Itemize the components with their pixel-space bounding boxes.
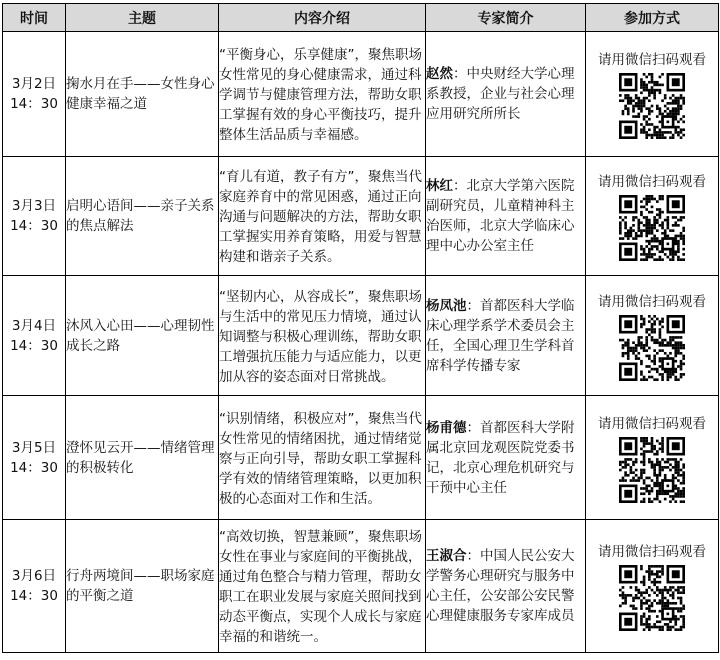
content-text: “平衡身心，乐享健康”，聚焦职场女性常见的身心健康需求，通过科学调节与健康管理方法，帮助女职工掌握有效的身心平衡技巧，提升整体生活品质与幸福感。 [219, 47, 422, 143]
expert-desc: ：首都医科大学附属北京回龙观医院党委书记，北京心理危机研究与干预中心主任 [426, 419, 575, 496]
session-content [219, 157, 426, 276]
session-time [3, 276, 66, 396]
table-row [3, 32, 719, 157]
session-join [586, 396, 719, 520]
session-time [3, 157, 66, 276]
expert-name: 赵然 [426, 66, 453, 82]
qr-code-icon[interactable] [619, 195, 685, 261]
join-label: 请用微信扫码观看 [598, 544, 706, 560]
session-expert [426, 32, 586, 157]
session-join [586, 157, 719, 276]
session-clock: 14：30 [10, 96, 58, 112]
header-row [3, 4, 719, 32]
expert-desc: ：中央财经大学心理系教授，企业与社会心理应用研究所所长 [426, 66, 575, 122]
join-label: 请用微信扫码观看 [598, 174, 706, 190]
session-date: 3月6日 [11, 568, 57, 584]
qr-code-icon[interactable] [619, 315, 685, 381]
header-content: 内容介绍 [219, 4, 426, 32]
table-row [3, 157, 719, 276]
header-topic: 主题 [66, 4, 219, 32]
table-row [3, 396, 719, 520]
expert-name: 杨凤池 [426, 297, 467, 314]
session-date: 3月2日 [11, 76, 57, 92]
table-row [3, 276, 719, 396]
qr-code-icon[interactable] [619, 73, 685, 139]
join-label: 请用微信扫码观看 [598, 52, 706, 68]
session-clock: 14：30 [10, 459, 58, 476]
session-time [3, 520, 66, 653]
session-topic: 掬水月在手——女性身心健康幸福之道 [66, 32, 219, 157]
qr-code-icon[interactable] [619, 437, 685, 503]
table-row [3, 520, 719, 653]
session-expert [426, 520, 586, 653]
session-time [3, 32, 66, 157]
content-text: “识别情绪，积极应对”，聚焦当代女性常见的情绪困扰，通过情绪觉察与正向引导，帮助女职工掌握科学有效的情绪管理策略，以更加积极的心态面对工作和生活。 [219, 410, 422, 507]
session-expert [426, 157, 586, 276]
expert-desc: ：北京大学第六医院副研究员，儿童精神科主治医师，北京大学临床心理中心办公室主任 [426, 178, 575, 254]
session-join [586, 32, 719, 157]
header-time: 时间 [3, 4, 66, 32]
session-topic: 启明心语间——亲子关系的焦点解法 [66, 157, 219, 276]
session-clock: 14：30 [10, 337, 58, 354]
header-join: 参加方式 [586, 4, 719, 32]
header-expert: 专家简介 [426, 4, 586, 32]
session-content [219, 396, 426, 520]
session-date: 3月4日 [11, 317, 57, 334]
session-expert [426, 396, 586, 520]
session-content [219, 32, 426, 157]
session-topic: 澄怀见云开——情绪管理的积极转化 [66, 396, 219, 520]
expert-name: 杨甫德 [426, 419, 467, 436]
content-text: “育儿有道，教子有方”，聚焦当代家庭养育中的常见困惑，通过正向沟通与问题解决的方法，帮助女职工掌握实用养育策略，用爱与智慧构建和谐亲子关系。 [219, 169, 422, 265]
session-topic: 行舟两境间——职场家庭的平衡之道 [66, 520, 219, 653]
expert-desc: ：首都医科大学临床心理学系学术委员会主任，全国心理卫生学科首席科学传播专家 [426, 297, 575, 374]
session-expert [426, 276, 586, 396]
session-clock: 14：30 [10, 588, 58, 604]
session-join [586, 520, 719, 653]
session-content [219, 520, 426, 653]
session-date: 3月3日 [11, 198, 57, 214]
session-date: 3月5日 [11, 439, 57, 456]
join-label: 请用微信扫码观看 [598, 293, 706, 310]
session-content [219, 276, 426, 396]
expert-desc: ：中国人民公安大学警务心理研究与服务中心主任，公安部公安民警心理健康服务专家库成员 [426, 548, 575, 624]
session-clock: 14：30 [10, 218, 58, 234]
content-text: “高效切换，智慧兼顾”，聚焦职场女性在事业与家庭间的平衡挑战，通过角色整合与精力管理，帮助女职工在职业发展与家庭关照间找到动态平衡点，实现个人成长与家庭幸福的和谐统一。 [219, 529, 422, 645]
qr-code-icon[interactable] [619, 565, 685, 631]
session-time [3, 396, 66, 520]
schedule-table [2, 3, 719, 653]
content-text: “坚韧内心，从容成长”，聚焦职场与生活中的常见压力情境，通过认知调整与积极心理训练，帮助女职工增强抗压能力与适应能力，以更加从容的姿态面对日常挑战。 [219, 288, 422, 385]
session-topic: 沐风入心田——心理韧性成长之路 [66, 276, 219, 396]
session-join [586, 276, 719, 396]
expert-name: 林红 [426, 178, 453, 194]
join-label: 请用微信扫码观看 [598, 415, 706, 432]
expert-name: 王淑合 [426, 548, 467, 564]
